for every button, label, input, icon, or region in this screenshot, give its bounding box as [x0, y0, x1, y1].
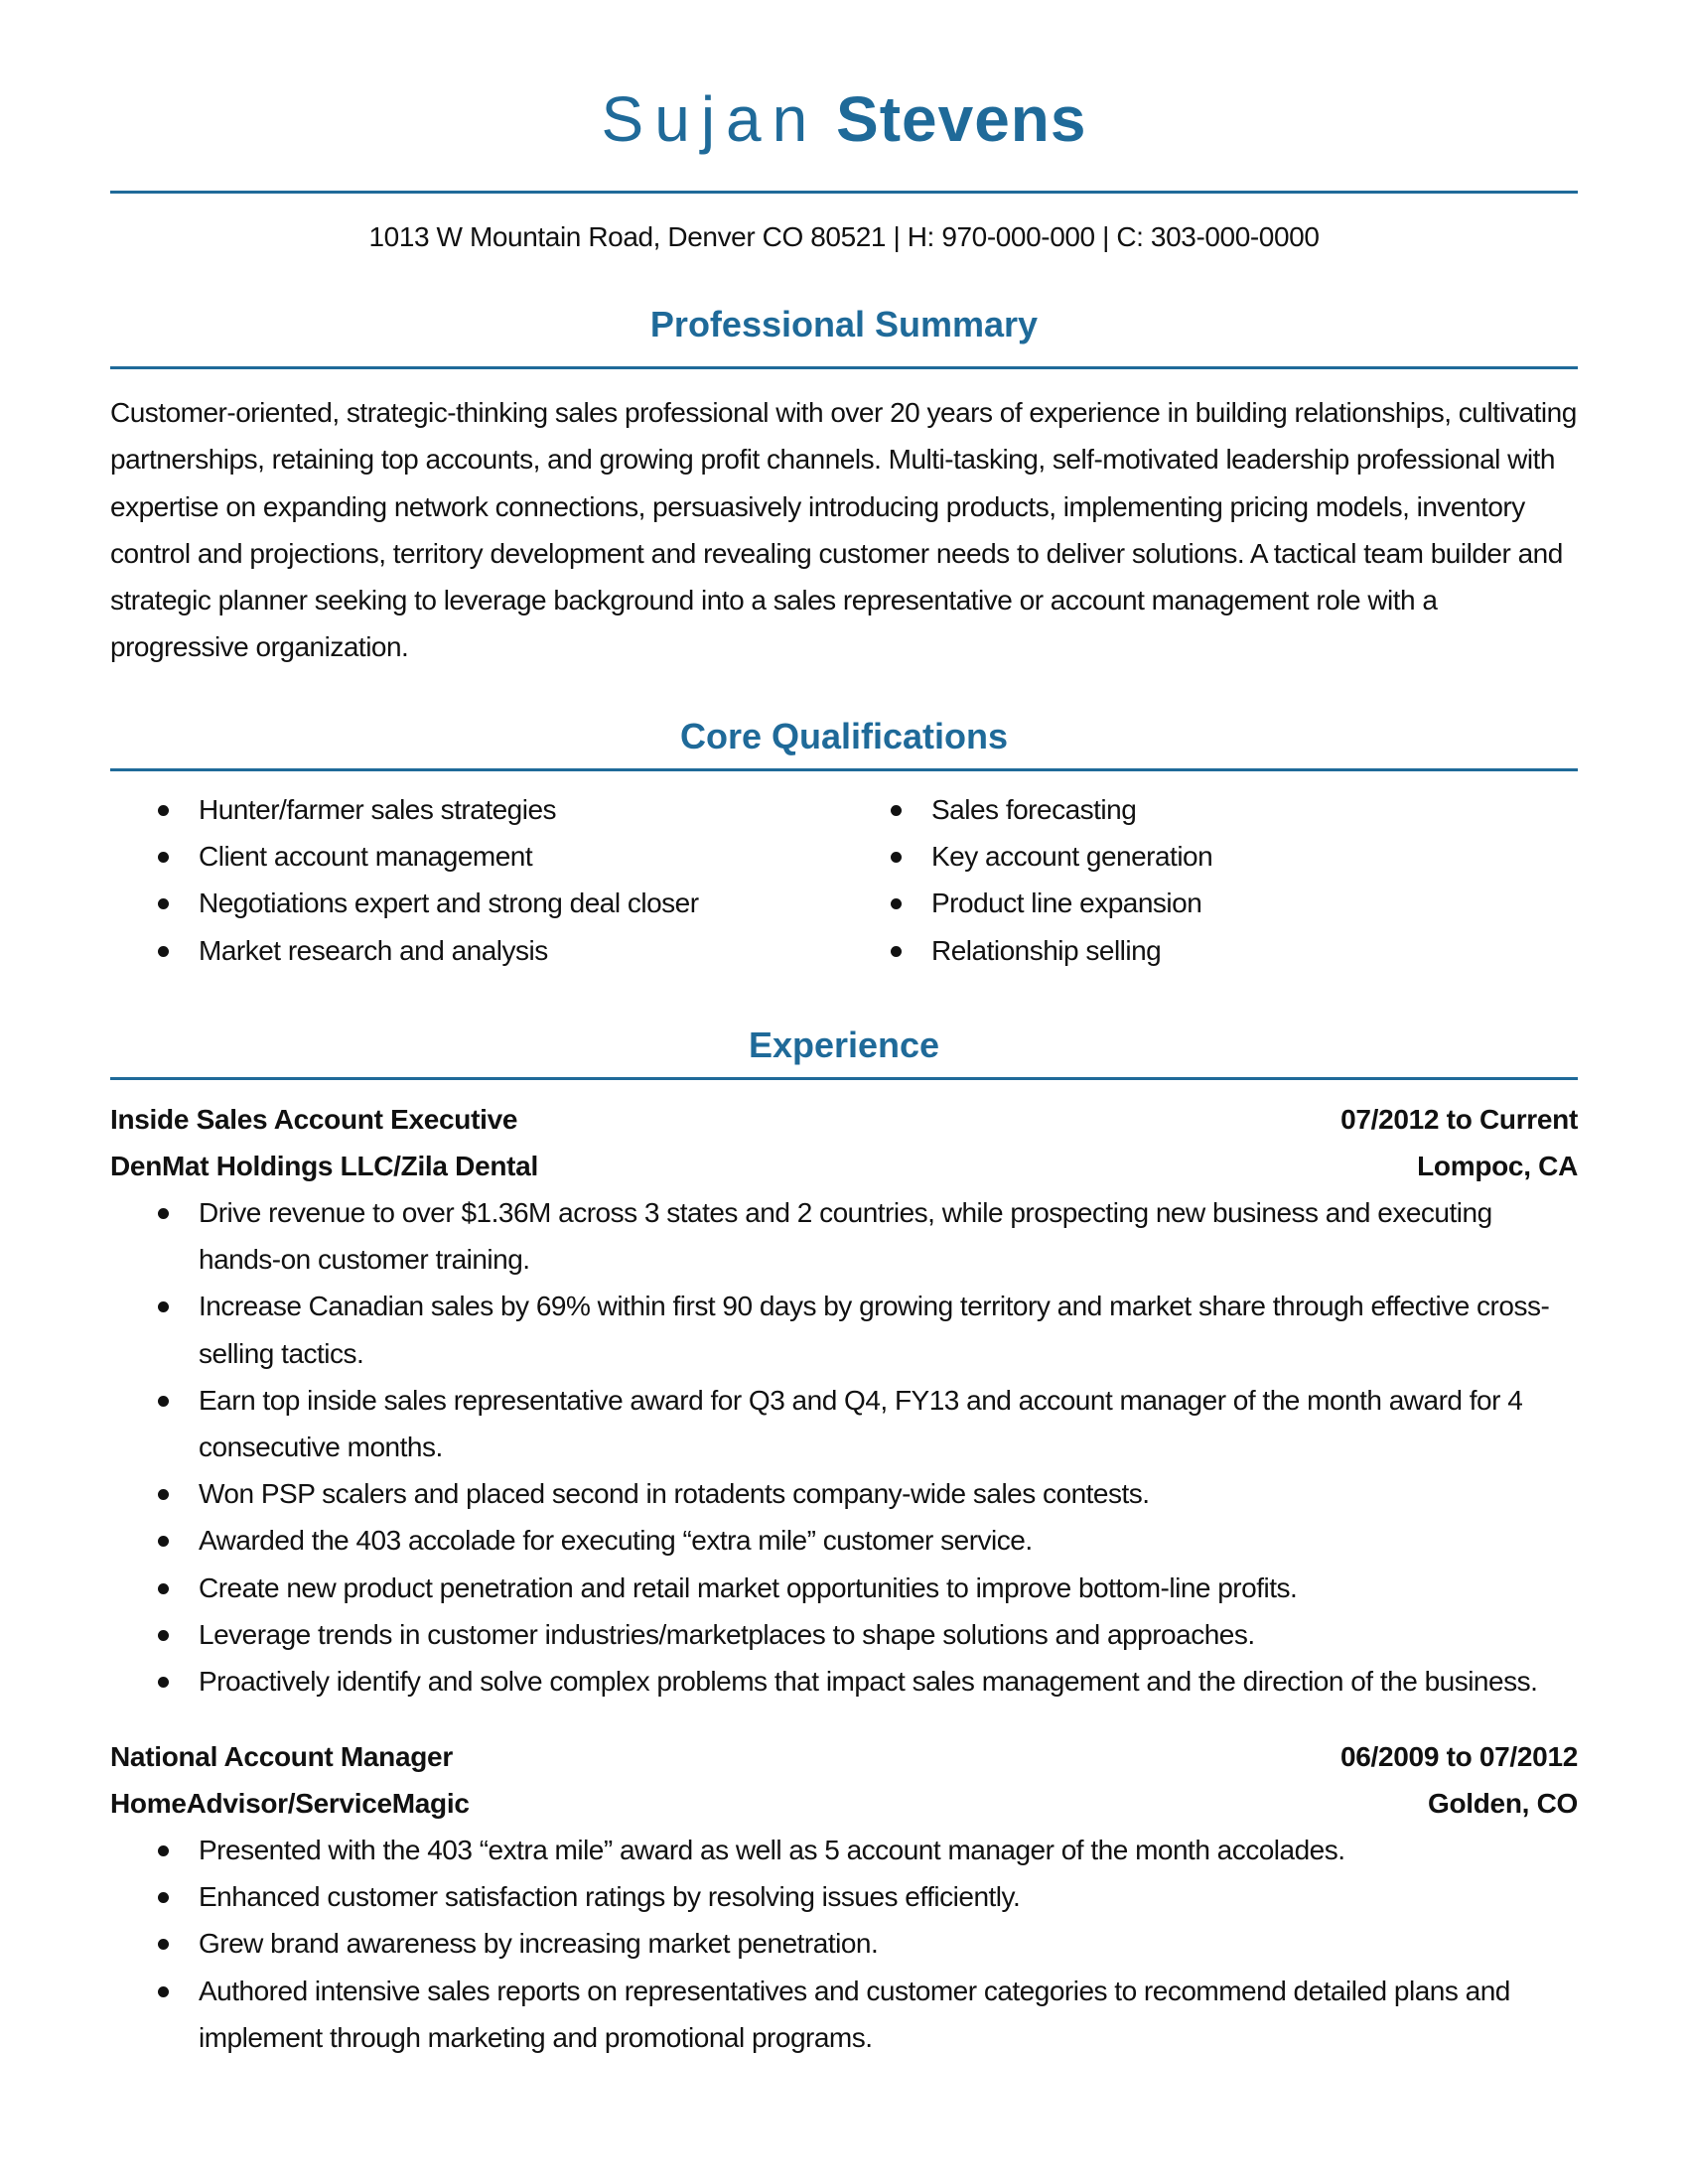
candidate-name [110, 83, 1578, 155]
job-company: HomeAdvisor/ServiceMagic [110, 1788, 470, 1819]
summary-divider [110, 366, 1578, 369]
job-company: DenMat Holdings LLC/Zila Dental [110, 1151, 538, 1181]
last-name: Stevens [836, 83, 1087, 155]
list-item: Market research and analysis [110, 927, 843, 974]
job-company-row [110, 1780, 1578, 1827]
first-name: Sujan [601, 83, 819, 155]
job-title-row [110, 1733, 1578, 1780]
job-location: Lompoc, CA [1417, 1151, 1578, 1181]
list-item: Client account management [110, 833, 843, 880]
contact-info: 1013 W Mountain Road, Denver CO 80521 | H: 970-000-000 | C: 303-000-0000 [368, 221, 1320, 252]
list-item: Won PSP scalers and placed second in rotadents company-wide sales contests. [110, 1470, 1578, 1517]
qualifications-right-column [843, 786, 1212, 974]
list-item: Leverage trends in customer industries/marketplaces to shape solutions and approaches. [110, 1611, 1578, 1658]
job-location: Golden, CO [1427, 1788, 1578, 1819]
experience-divider [110, 1077, 1578, 1080]
qualifications-list [110, 786, 1578, 974]
summary-text: Customer-oriented, strategic-thinking sales professional with over 20 years of experience in building relationships, cultivating partnerships, retaining top accounts, and growing profit channels. Multi-tasking, self-motivated leadership professional with expertise on expanding network connections, persuasively introducing products, implementing pricing models, inventory control and projections, territory development and revealing customer needs to deliver solutions. A tactical team builder and strategic planner seeking to leverage background into a sales representative or account management role with a progressive organization. [110, 397, 1577, 663]
qualifications-left-column [110, 786, 843, 974]
job-company-row [110, 1143, 1578, 1189]
list-item: Grew brand awareness by increasing market penetration. [110, 1920, 1578, 1967]
list-item: Hunter/farmer sales strategies [110, 786, 843, 833]
job-bullets [110, 1827, 1578, 2061]
list-item: Drive revenue to over $1.36M across 3 states and 2 countries, while prospecting new business and executing hands-on customer training. [110, 1189, 1578, 1283]
list-item: Proactively identify and solve complex problems that impact sales management and the direction of the business. [110, 1658, 1578, 1705]
list-item: Key account generation [843, 833, 1212, 880]
summary-heading: Professional Summary [649, 304, 1039, 344]
list-item: Sales forecasting [843, 786, 1212, 833]
list-item: Awarded the 403 accolade for executing “extra mile” customer service. [110, 1517, 1578, 1564]
list-item: Increase Canadian sales by 69% within first 90 days by growing territory and market share through effective cross-selling tactics. [110, 1283, 1578, 1376]
job-title: National Account Manager [110, 1741, 453, 1772]
experience-heading: Experience [748, 1024, 940, 1065]
job-dates: 07/2012 to Current [1340, 1104, 1578, 1135]
list-item: Relationship selling [843, 927, 1212, 974]
job-dates: 06/2009 to 07/2012 [1339, 1741, 1578, 1772]
list-item: Authored intensive sales reports on representatives and customer categories to recommend detailed plans and implement through marketing and promotional programs. [110, 1968, 1578, 2061]
job-bullets [110, 1189, 1578, 1705]
job-title-row [110, 1096, 1578, 1143]
qualifications-divider [110, 768, 1578, 771]
header-divider [110, 191, 1578, 194]
list-item: Create new product penetration and retail market opportunities to improve bottom-line profits. [110, 1565, 1578, 1611]
job-title: Inside Sales Account Executive [110, 1104, 518, 1135]
qualifications-heading: Core Qualifications [679, 716, 1009, 756]
list-item: Product line expansion [843, 880, 1212, 926]
list-item: Negotiations expert and strong deal closer [110, 880, 843, 926]
list-item: Presented with the 403 “extra mile” award as well as 5 account manager of the month accolades. [110, 1827, 1578, 1873]
list-item: Enhanced customer satisfaction ratings by resolving issues efficiently. [110, 1873, 1578, 1920]
list-item: Earn top inside sales representative award for Q3 and Q4, FY13 and account manager of the month award for 4 consecutive months. [110, 1377, 1578, 1470]
